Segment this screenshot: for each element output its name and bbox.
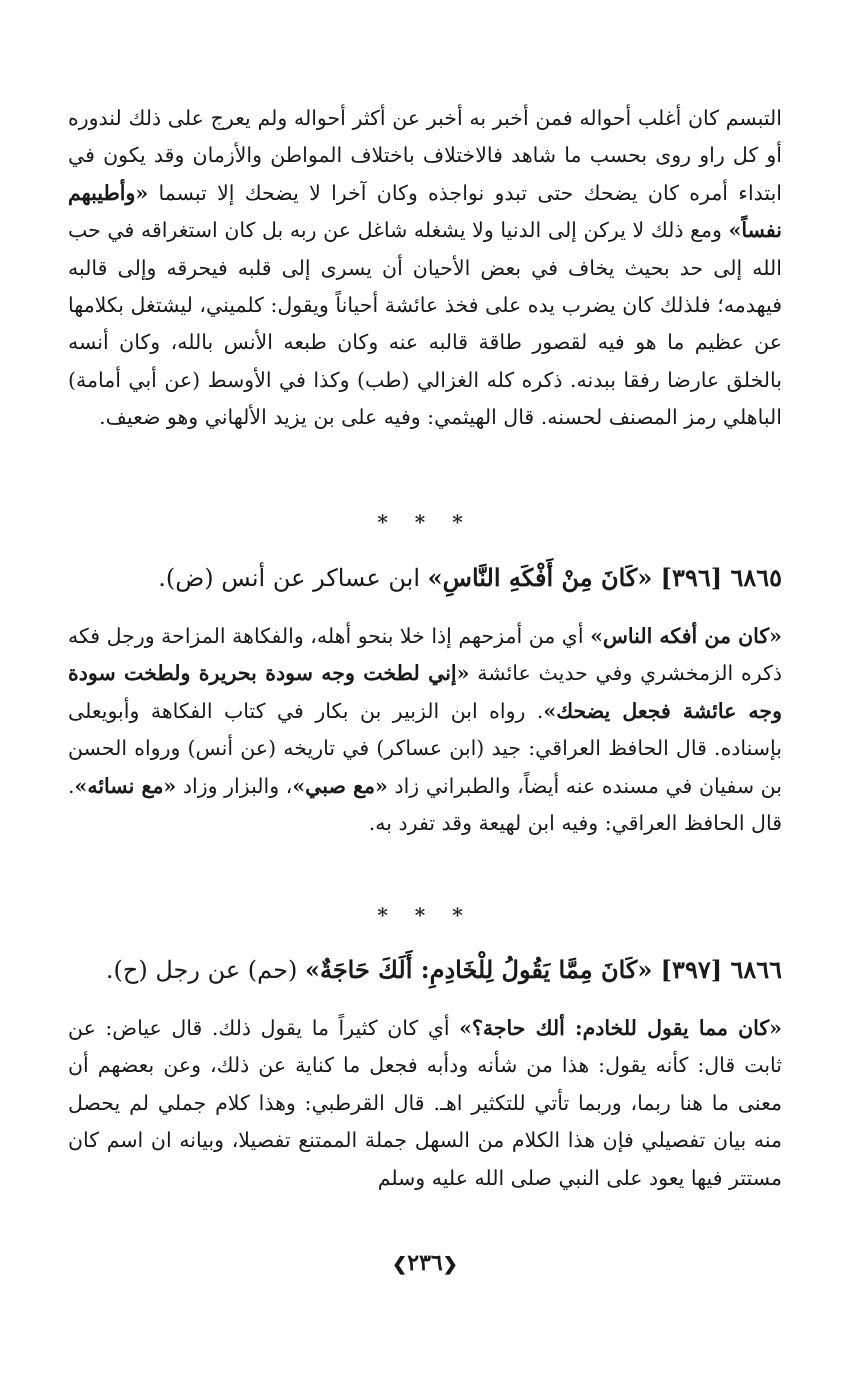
page-number-value: ٢٣٦ [407, 1250, 443, 1276]
text-run: أي كان كثيراً ما يقول ذلك. قال عياض: عن ثابت قال: كأنه يقول: هذا من شأنه ودأبه فجعل ما كناية عن ذلك، وعن بعضهم أن معنى ما هنا ربما، وربما تأتي للتكثير اهـ. قال القرطبي: وهذا كلام جملي لم يحصل منه بيان تفصيلي فإن هذا الكلام من السهل جملة الممتنع تفصيلا، وبيانه ان اسم كان مستتر فيها يعود على النبي صلى الله عليه وسلم [68, 1016, 782, 1190]
quoted-hadith-text: «مع نسائه» [74, 773, 177, 798]
text-run: أي من أمزحهم إذا خلا بنحو أهله، والفكاهة المزاحة ورجل فكه ذكره الزمخشري وفي حديث عائشة [68, 624, 782, 686]
hadith-number: ٦٨٦٥ [٣٩٦] [652, 563, 782, 592]
hadith-heading-6866 [68, 950, 782, 990]
paragraph-commentary-3 [68, 1010, 782, 1197]
text-run: ، والبزار وزاد [176, 773, 293, 798]
text-run: . قال الحافظ العراقي: وفيه ابن لهيعة وقد تفرد به. [68, 773, 782, 836]
paragraph-text [68, 1010, 782, 1197]
hadith-source: (حم) عن رجل (ح). [105, 956, 305, 984]
text-run: التبسم كان أغلب أحواله فمن أخبر به أخبر عن أكثر أحواله ولم يعرج على ذلك لندوره أو كل راو روى بحسب ما شاهد فالاختلاف باختلاف المواطن والأزمان وقد يكون في ابتداء أمره كان يضحك حتى تبدو نواجذه وكان آخرا لا يضحك إلا تبسما [68, 106, 782, 205]
quoted-hadith-text: «إني لطخت وجه سودة بحريرة ولطخت سودة وجه عائشة فجعل يضحك» [68, 661, 782, 723]
section-separator: * * * [377, 903, 473, 927]
quoted-hadith-text: «كان مما يقول للخادم: ألك حاجة؟» [459, 1016, 782, 1040]
quoted-hadith-text: «وأطيبهم نفساً» [68, 180, 782, 243]
page-number [0, 1250, 850, 1276]
paragraph-text [68, 100, 782, 437]
ornament-left: ❮ [392, 1254, 408, 1275]
text-run: ومع ذلك لا يركن إلى الدنيا ولا يشغله شاغل عن ربه بل كان استغراقه في حب الله إلى حد بحيث يخاف في بعض الأحيان أن يسرى إلى قلبه فيحرقه وإلى قالبه فيهدمه؛ فلذلك كان يضرب يده على فخذ عائشة أحياناً ويقول: كلميني، ليشتغل بكلامها عن عظيم ما هو فيه لقصور طاقة قالبه عنه وكان طبعه الأنس بالله، وكان أنسه بالخلق عارضا رفقا ببدنه. ذكره كله الغزالي (طب) وكذا في الأوسط (عن أبي أمامة) الباهلي رمز المصنف لحسنه. قال الهيثمي: وفيه على بن يزيد الألهاني وهو ضعيف. [68, 218, 782, 430]
quoted-hadith-text: «كان من أفكه الناس» [590, 624, 782, 648]
quoted-hadith-text: «مع صبي» [292, 773, 388, 798]
hadith-text: «كَانَ مِنْ أَفْكَهِ النَّاسِ» [427, 563, 653, 592]
paragraph-text [68, 618, 782, 842]
section-separator: * * * [377, 510, 473, 534]
ornament-right: ❯ [442, 1254, 458, 1275]
paragraph-commentary-2 [68, 618, 782, 842]
hadith-heading-6865 [68, 558, 782, 598]
hadith-text: «كَانَ مِمَّا يَقُولُ لِلْخَادِمِ: أَلَكَ حَاجَةٌ» [304, 955, 653, 984]
hadith-source: ابن عساكر عن أنس (ض). [158, 564, 428, 592]
text-run: . رواه ابن الزبير بن بكار في كتاب الفكاهة وأبويعلى بإسناده. قال الحافظ العراقي: جيد (ابن عساكر) في تاريخه (عن أنس) ورواه الحسن بن سفيان في مسنده عنه أيضاً، والطبراني زاد [68, 698, 782, 798]
hadith-number: ٦٨٦٦ [٣٩٧] [652, 955, 782, 984]
paragraph-commentary-1 [68, 100, 782, 437]
